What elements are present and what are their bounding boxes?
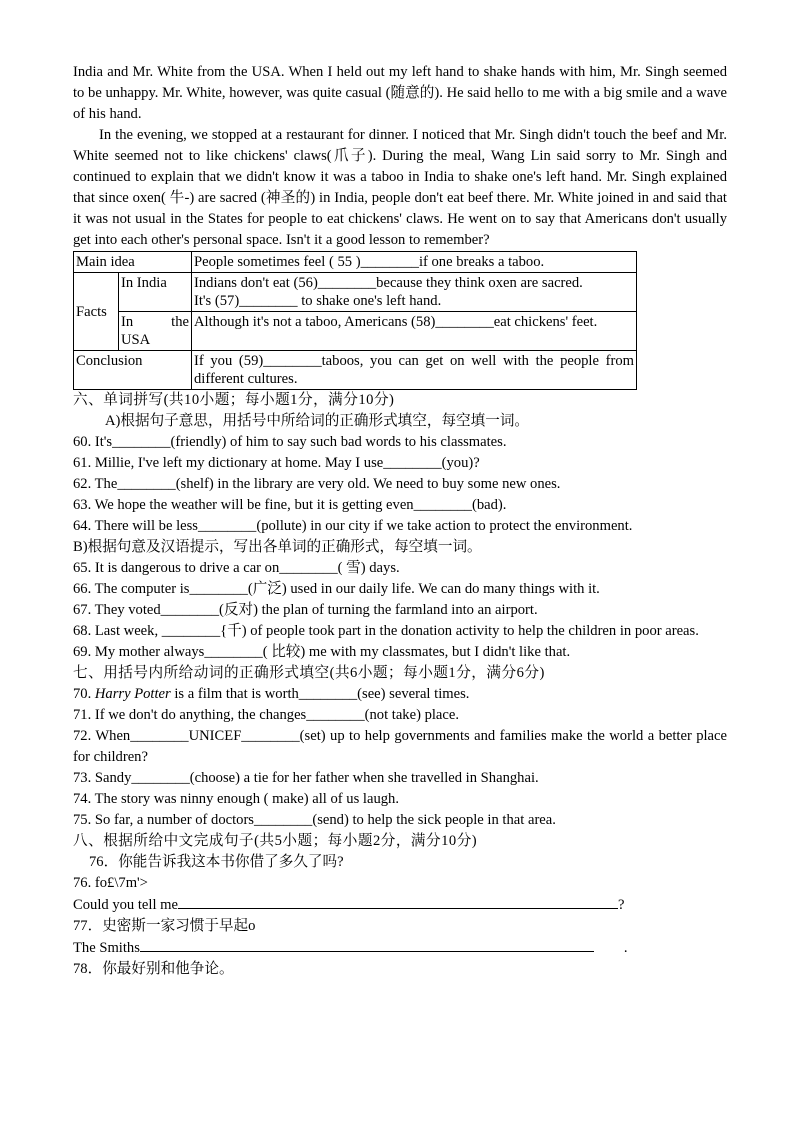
question-71: 71. If we don't do anything, the changes________(not take) place. <box>73 707 460 723</box>
usa-label <box>119 312 192 351</box>
question-77-answer-line <box>73 937 727 959</box>
question-61: 61. Millie, I've left my dictionary at home. May I use________(you)? <box>73 455 480 471</box>
question-69: 69. My mother always________( 比较) me with my classmates, but I didn't like that. <box>73 644 571 660</box>
question-77-chinese: 77．史密斯一家习惯于早起o <box>73 918 256 934</box>
question-75: 75. So far, a number of doctors________(send) to help the sick people in that area. <box>73 812 556 828</box>
india-text <box>192 273 637 312</box>
question-77-prefix: The Smiths <box>73 940 140 956</box>
answer-blank-76[interactable] <box>178 894 618 909</box>
question-70-text: is a film that is worth________(see) several times. <box>170 686 470 702</box>
question-72: 72. When________UNICEF________(set) up to help governments and families make the world a better place for children? <box>73 728 727 765</box>
usa-label-in: In <box>121 314 134 330</box>
section-6-title: 六、单词拼写(共10小题；每小题1分，满分10分) <box>73 392 395 408</box>
main-idea-label: Main idea <box>74 252 192 273</box>
question-76-answer-line <box>73 894 727 916</box>
usa-text: Although it's not a taboo, Americans (58)________eat chickens' feet. <box>192 312 637 351</box>
section-7-title: 七、用括号内所给动词的正确形式填空(共6小题；每小题1分，满分6分) <box>73 665 545 681</box>
section-6-part-a-instruction: A)根据句子意思，用括号中所给词的正确形式填空，每空填一词。 <box>105 413 530 429</box>
table-row <box>74 273 637 312</box>
question-63: 63. We hope the weather will be fine, but it is getting even________(bad). <box>73 497 507 513</box>
question-77-suffix: . <box>623 940 628 956</box>
conclusion-label: Conclusion <box>74 351 192 390</box>
usa-label-the: the <box>171 314 189 330</box>
conclusion-text: If you (59)________taboos, you can get on well with the people from different cultures. <box>192 351 637 390</box>
summary-table <box>73 251 637 390</box>
question-66: 66. The computer is________(广泛) used in our daily life. We can do many things with it. <box>73 581 600 597</box>
section-8-title: 八、根据所给中文完成句子(共5小题；每小题2分，满分10分) <box>73 833 478 849</box>
question-76-prefix: Could you tell me <box>73 897 178 913</box>
answer-blank-77[interactable] <box>140 937 594 952</box>
passage-paragraph-2: In the evening, we stopped at a restaurant for dinner. I noticed that Mr. Singh didn't touch the beef and Mr. White seemed not to like chickens' claws(爪子). During the meal, Wang Lin said sorry to Mr. Singh and continued to explain that we didn't know it was a taboo in India to shake one's left hand. Mr. Singh explained that since oxen( 牛-) are sacred (神圣的) in India, people don't eat beef there. Mr. White joined in and said that it was not usual in the States for people to eat chickens' claws. He went on to say that Americans don't usually get into each other's personal space. Isn't it a good lesson to remember? <box>73 127 727 248</box>
question-60: 60. It's________(friendly) of him to say such bad words to his classmates. <box>73 434 507 450</box>
table-row <box>74 252 637 273</box>
document-page <box>73 62 727 980</box>
question-73: 73. Sandy________(choose) a tie for her father when she travelled in Shanghai. <box>73 770 539 786</box>
question-74: 74. The story was ninny enough ( make) all of us laugh. <box>73 791 400 807</box>
question-70-number: 70. <box>73 686 95 702</box>
table-row <box>74 351 637 390</box>
question-68: 68. Last week, ________{千) of people took part in the donation activity to help the children in poor areas. <box>73 623 699 639</box>
question-78-chinese: 78．你最好别和他争论。 <box>73 961 234 977</box>
question-62: 62. The________(shelf) in the library are very old. We need to buy some new ones. <box>73 476 561 492</box>
question-76-suffix: ? <box>618 897 625 913</box>
india-text-line-2: It's (57)________ to shake one's left hand. <box>194 293 442 309</box>
india-label: In India <box>119 273 192 312</box>
question-70-film-title: Harry Potter <box>94 686 171 702</box>
passage-paragraph-1: India and Mr. White from the USA. When I held out my left hand to shake hands with him, Mr. Singh seemed to be unhappy. Mr. White, however, was quite casual (随意的). He said hello to me with a big smile and a wave of his hand. <box>73 64 727 122</box>
question-67: 67. They voted________(反对) the plan of turning the farmland into an airport. <box>73 602 538 618</box>
usa-label-usa: USA <box>121 332 151 348</box>
section-6-part-b-instruction: B)根据句意及汉语提示，写出各单词的正确形式，每空填一词。 <box>73 539 482 555</box>
facts-label: Facts <box>74 273 119 351</box>
india-text-line-1: Indians don't eat (56)________because they think oxen are sacred. <box>194 275 583 291</box>
question-76-chinese: 76．你能告诉我这本书你借了多久了吗? <box>89 854 344 870</box>
question-76-code: 76. fo£\7m'> <box>73 875 148 891</box>
question-70 <box>73 684 727 705</box>
table-row <box>74 312 637 351</box>
question-65: 65. It is dangerous to drive a car on________( 雪) days. <box>73 560 400 576</box>
question-64: 64. There will be less________(pollute) in our city if we take action to protect the environment. <box>73 518 633 534</box>
main-idea-text: People sometimes feel ( 55 )________if one breaks a taboo. <box>192 252 637 273</box>
